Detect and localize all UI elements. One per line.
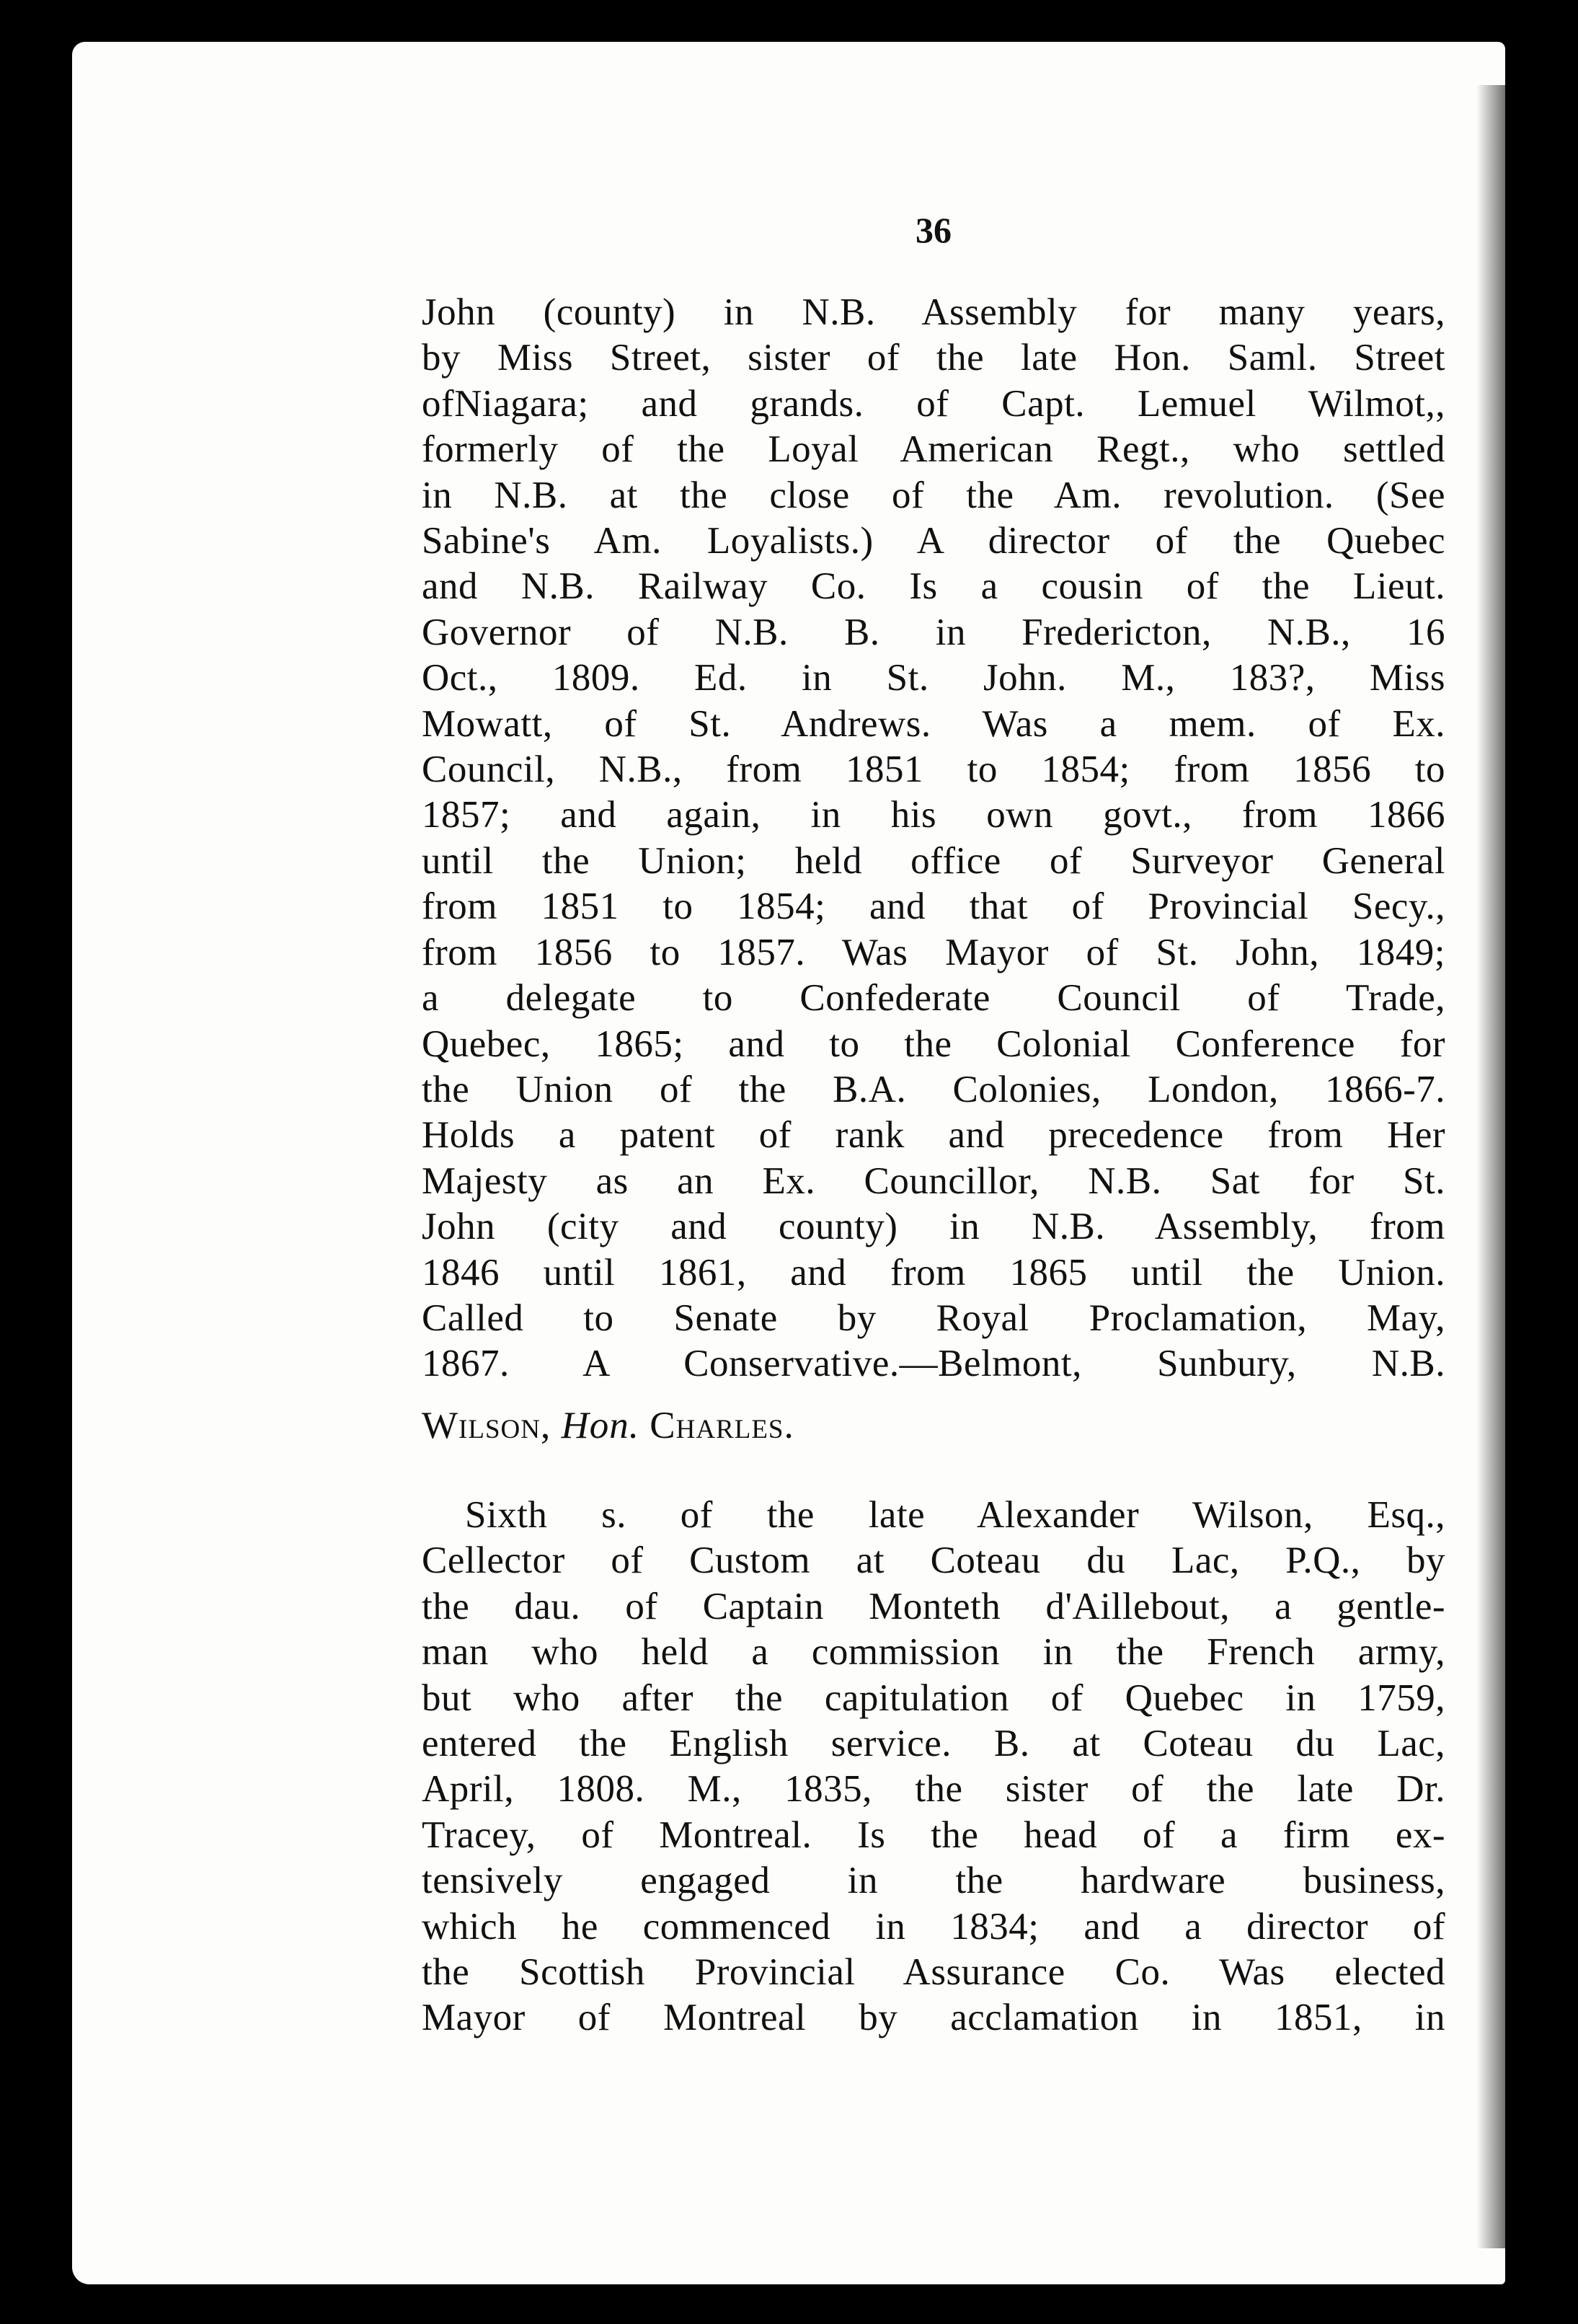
binding-edge	[1521, 83, 1543, 2246]
text-line: the Scottish Provincial Assurance Co. Was elected	[422, 1951, 1445, 1994]
text-line: by Miss Street, sister of the late Hon. Saml. Street	[422, 337, 1445, 379]
entry1-body	[422, 290, 1445, 1387]
text-line: Majesty as an Ex. Councillor, N.B. Sat for St.	[422, 1159, 1445, 1202]
text-line: and N.B. Railway Co. Is a cousin of the Lieut.	[422, 565, 1445, 608]
text-line: John (county) in N.B. Assembly for many years,	[422, 291, 1445, 333]
text-line: Tracey, of Montreal. Is the head of a firm ex-	[422, 1813, 1445, 1856]
text-line: 1846 until 1861, and from 1865 until the Union.	[422, 1251, 1445, 1294]
text-line: Quebec, 1865; and to the Colonial Conference for	[422, 1022, 1445, 1065]
text-line: man who held a commission in the French army,	[422, 1631, 1445, 1674]
text-line: Holds a patent of rank and precedence from Her	[422, 1114, 1445, 1157]
text-line: Mayor of Montreal by acclamation in 1851, in	[422, 1997, 1445, 2039]
text-line: but who after the capitulation of Quebec in 1759,	[422, 1676, 1445, 1719]
gutter-shadow	[1476, 85, 1505, 2248]
text-line: entered the English service. B. at Coteau du Lac,	[422, 1723, 1445, 1765]
text-line: April, 1808. M., 1835, the sister of the late Dr.	[422, 1768, 1445, 1811]
text-line: 1867. A Conservative.—Belmont, Sunbury, N.B.	[422, 1343, 1445, 1385]
text-line: ofNiagara; and grands. of Capt. Lemuel Wilmot,,	[422, 382, 1445, 425]
text-line: which he commenced in 1834; and a director of	[422, 1905, 1445, 1948]
text-line: from 1851 to 1854; and that of Provincial Secy.,	[422, 885, 1445, 928]
text-line: Sixth s. of the late Alexander Wilson, Esq.,	[465, 1494, 1445, 1536]
text-line: formerly of the Loyal American Regt., who settled	[422, 428, 1445, 471]
text-line: Mowatt, of St. Andrews. Was a mem. of Ex.	[422, 702, 1445, 745]
text-line: Council, N.B., from 1851 to 1854; from 1856 to	[422, 748, 1445, 791]
heading-surname: Wilson,	[422, 1405, 551, 1446]
text-line: Sabine's Am. Loyalists.) A director of the Quebec	[422, 520, 1445, 562]
text-line: in N.B. at the close of the Am. revolution. (See	[422, 474, 1445, 516]
text-line: John (city and county) in N.B. Assembly, from	[422, 1206, 1445, 1248]
text-line: Oct., 1809. Ed. in St. John. M., 183?, Miss	[422, 657, 1445, 699]
text-line: the dau. of Captain Monteth d'Aillebout, a gentle-	[422, 1585, 1445, 1627]
entry2-body	[422, 1493, 1445, 2041]
text-line: a delegate to Confederate Council of Trade,	[422, 977, 1445, 1020]
heading-forename: Charles.	[650, 1405, 794, 1446]
text-line: from 1856 to 1857. Was Mayor of St. John, 1849;	[422, 931, 1445, 973]
text-line: until the Union; held office of Surveyor General	[422, 839, 1445, 882]
text-line: the Union of the B.A. Colonies, London, 1866-7.	[422, 1068, 1445, 1110]
text-line: 1857; and again, in his own govt., from 1866	[422, 794, 1445, 836]
entry-heading	[422, 1403, 794, 1449]
text-line: Called to Senate by Royal Proclamation, May,	[422, 1296, 1445, 1339]
text-line: Cellector of Custom at Coteau du Lac, P.Q., by	[422, 1539, 1445, 1582]
text-line: Governor of N.B. B. in Fredericton, N.B., 16	[422, 611, 1445, 653]
heading-title: Hon.	[561, 1405, 639, 1446]
text-line: tensively engaged in the hardware business,	[422, 1860, 1445, 1902]
page-number: 36	[916, 210, 952, 250]
